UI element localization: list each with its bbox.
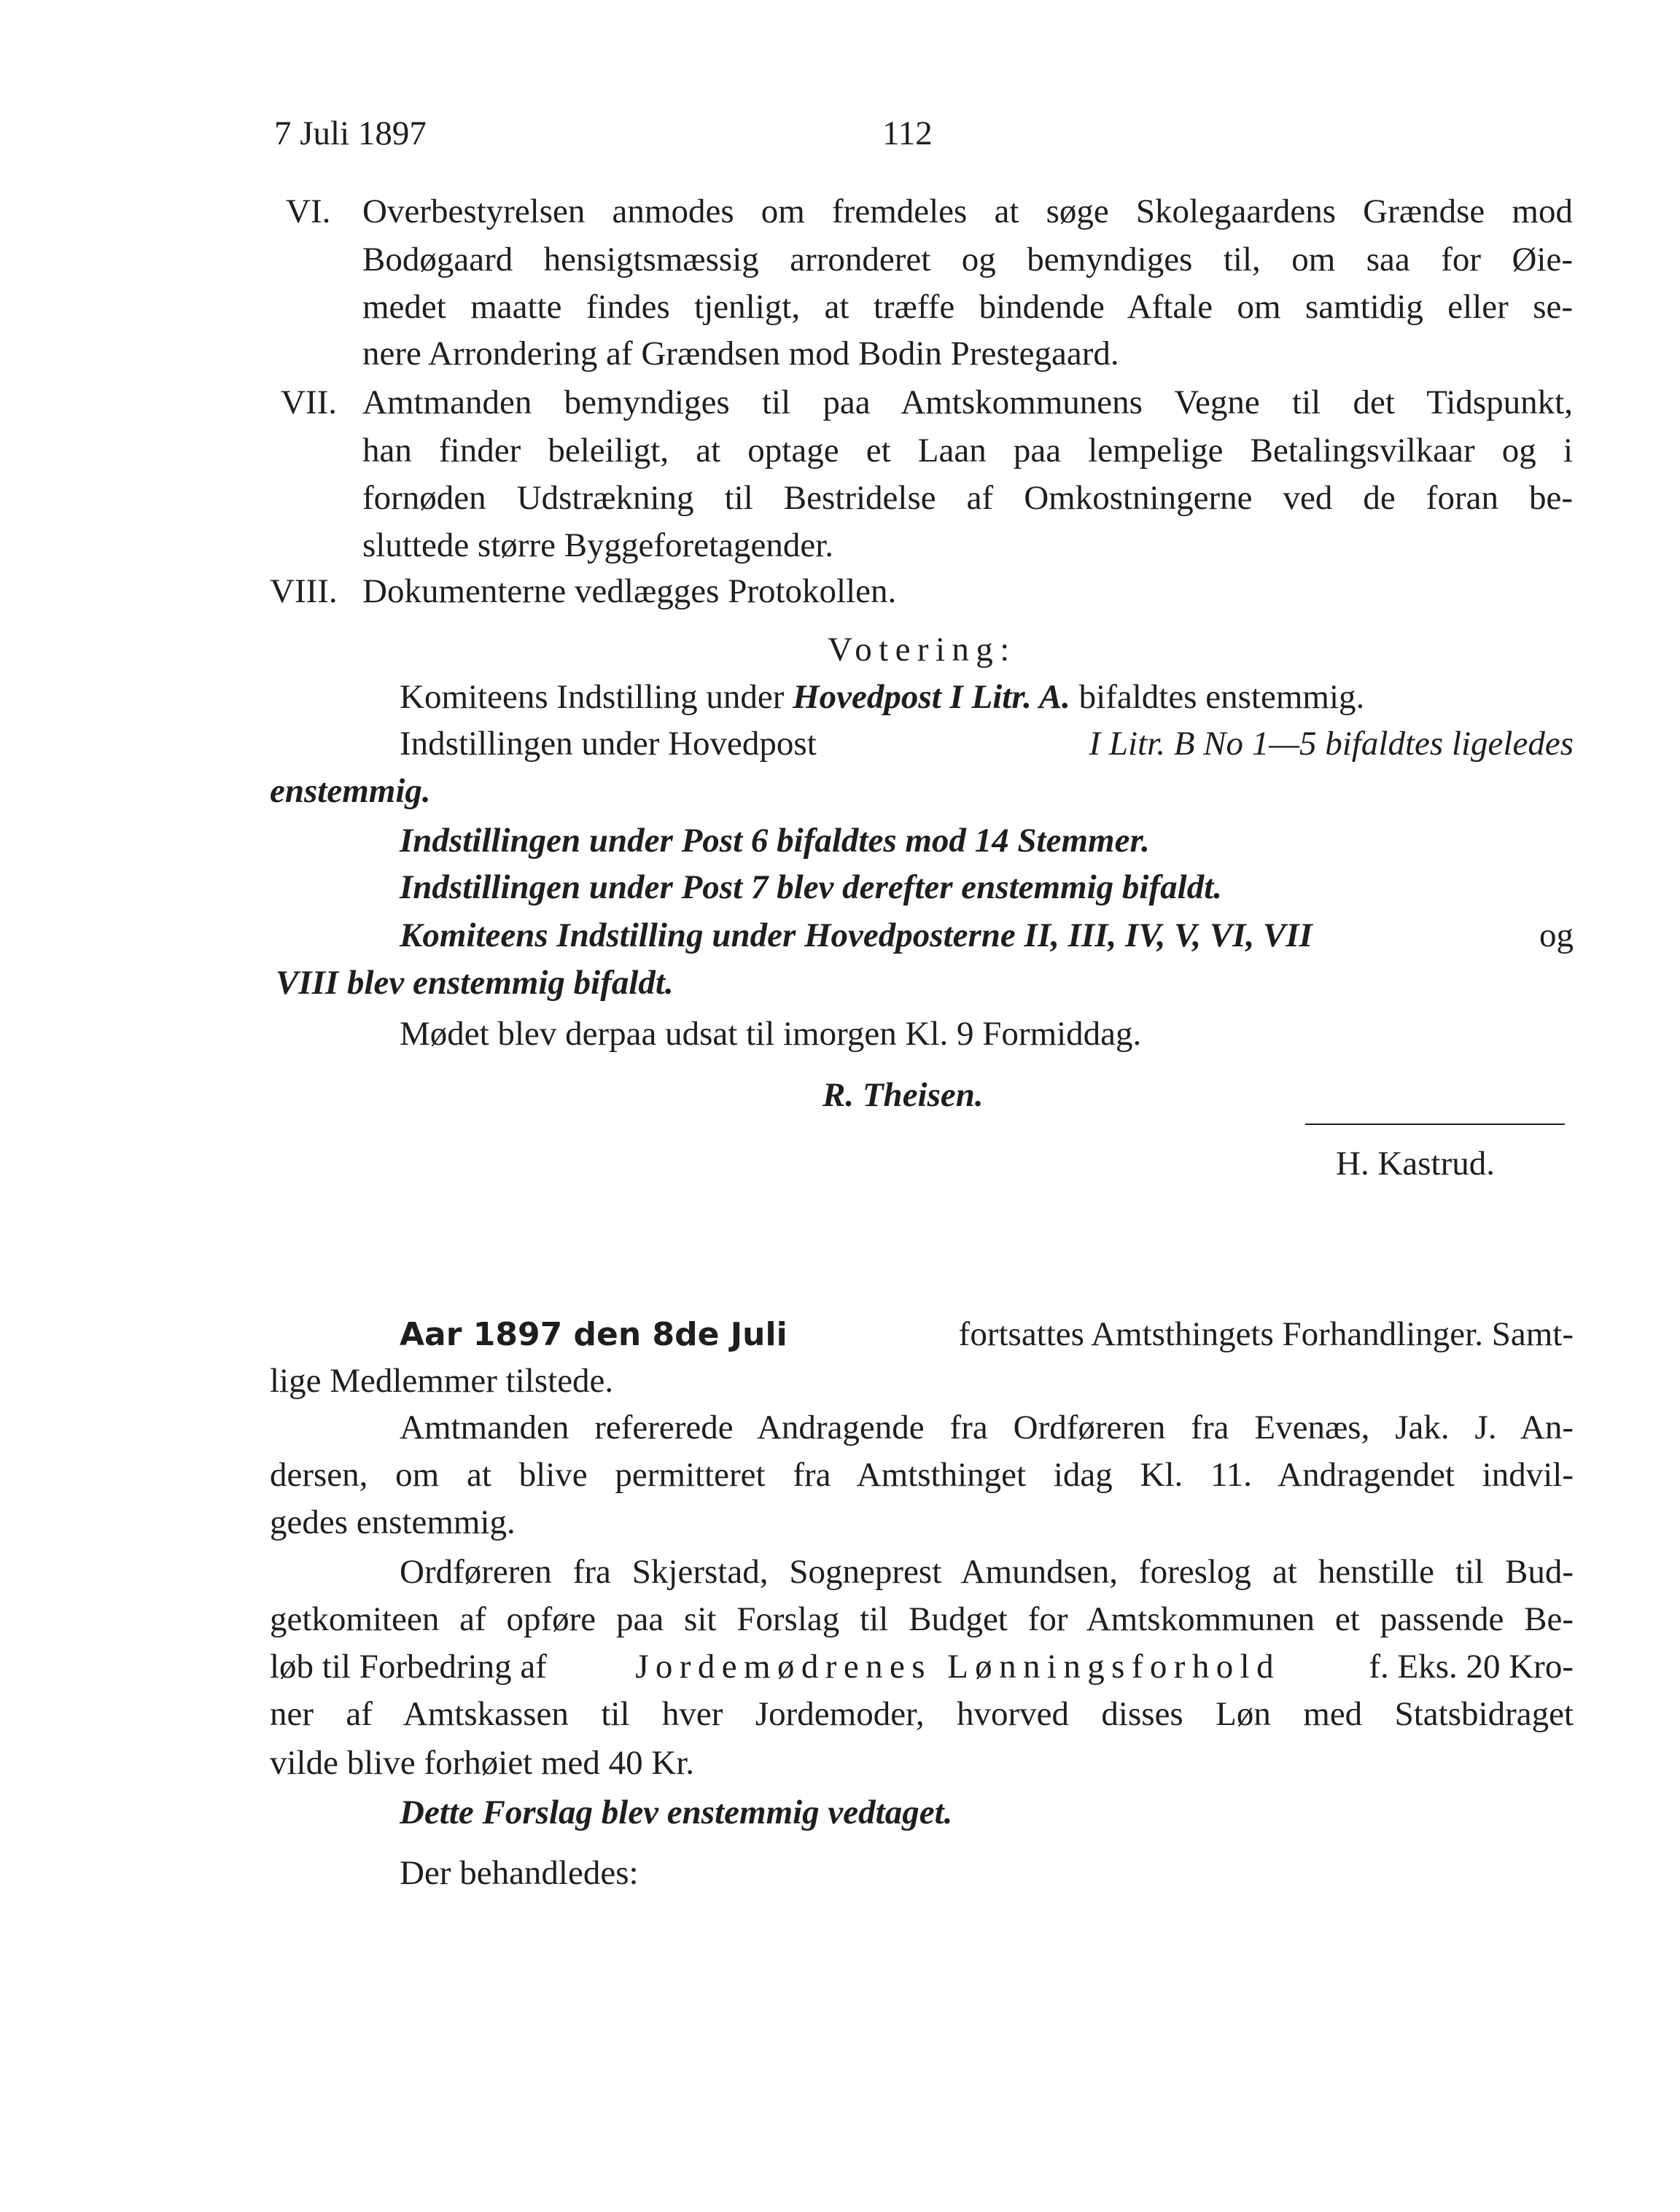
- votering-paragraph-3: Indstillingen under Post 6 bifaldtes mod 14 Stemmer.: [400, 822, 1150, 860]
- votering-text: Komiteens Indstilling under: [400, 678, 793, 716]
- votering-text: og: [1539, 916, 1574, 954]
- section-numeral-vi: VI.: [286, 192, 331, 230]
- resolution-line: Dette Forslag blev enstemmig vedtaget.: [400, 1794, 953, 1831]
- paragraph-line: Ordføreren fra Skjerstad, Sogneprest Amundsen, foreslog at henstille til Bud-: [400, 1553, 1574, 1591]
- paragraph-text: f. Eks. 20 Kro-: [1369, 1648, 1574, 1686]
- paragraph-line: gedes enstemmig.: [270, 1503, 516, 1541]
- votering-text: Indstillingen under Hovedpost: [400, 725, 817, 763]
- section-vii-line: sluttede større Byggeforetagender.: [362, 526, 834, 564]
- section-vii-line: fornøden Udstrækning til Bestridelse af Omkostningerne ved de foran be-: [362, 479, 1573, 517]
- page-number: 112: [882, 114, 933, 152]
- session-intro-text: fortsattes Amtsthingets Forhandlinger. Samt-: [958, 1315, 1574, 1353]
- votering-paragraph-1: [400, 677, 1364, 717]
- votering-emphasis: Komiteens Indstilling under Hovedposterne II, III, IV, V, VI, VII: [400, 916, 1312, 954]
- paragraph-line: getkomiteen af opføre paa sit Forslag til Budget for Amtskommunen et passende Be-: [270, 1600, 1574, 1638]
- section-numeral-vii: VII.: [281, 383, 337, 421]
- section-viii-line: Dokumenterne vedlægges Protokollen.: [362, 572, 897, 610]
- signature-theisen: R. Theisen.: [822, 1076, 984, 1114]
- votering-paragraph-4: Indstillingen under Post 7 blev derefter enstemmig bifaldt.: [400, 868, 1222, 906]
- votering-paragraph-5: [400, 915, 1574, 956]
- votering-heading: Votering:: [828, 631, 1016, 669]
- session-intro: [400, 1314, 1574, 1355]
- section-vii-line: han finder beleiligt, at optage et Laan paa lempelige Betalingsvilkaar og i: [362, 432, 1573, 470]
- spaced-emphasis: Jordemødrenes Lønningsforhold: [635, 1648, 1280, 1686]
- paragraph-line: [270, 1646, 1574, 1687]
- section-vi-line: Overbestyrelsen anmodes om fremdeles at søge Skolegaardens Grændse mod: [362, 192, 1573, 230]
- session-intro-cont: lige Medlemmer tilstede.: [270, 1362, 614, 1400]
- section-vii-line: Amtmanden bemyndiges til paa Amtskommunens Vegne til det Tidspunkt,: [362, 383, 1573, 421]
- paragraph-line: dersen, om at blive permitteret fra Amtsthinget idag Kl. 11. Andragendet indvil-: [270, 1456, 1574, 1494]
- votering-paragraph-2: [400, 723, 1574, 764]
- paragraph-line: Amtmanden refererede Andragende fra Ordføreren fra Evenæs, Jak. J. An-: [400, 1409, 1574, 1446]
- signature-line: [1305, 1123, 1565, 1125]
- votering-paragraph-6: Mødet blev derpaa udsat til imorgen Kl. 9 Formiddag.: [400, 1015, 1142, 1053]
- agenda-line: Der behandledes:: [400, 1854, 639, 1892]
- votering-paragraph-5-cont: VIII blev enstemmig bifaldt.: [276, 964, 674, 1002]
- section-numeral-viii: VIII.: [270, 572, 338, 610]
- section-vi-line: nere Arrondering af Grændsen mod Bodin Prestegaard.: [362, 335, 1119, 373]
- votering-text: bifaldtes enstemmig.: [1070, 678, 1365, 716]
- signature-kastrud: H. Kastrud.: [1336, 1145, 1495, 1183]
- header-date: 7 Juli 1897: [274, 114, 427, 152]
- votering-paragraph-2-cont: enstemmig.: [270, 772, 431, 810]
- votering-emphasis: I Litr. B No 1—5 bifaldtes ligeledes: [1089, 725, 1574, 763]
- session-date-heading: Aar 1897 den 8de Juli: [400, 1316, 788, 1353]
- section-vi-line: Bodøgaard hensigtsmæssig arronderet og bemyndiges til, om saa for Øie-: [362, 241, 1573, 279]
- paragraph-text: løb til Forbedring af: [270, 1648, 547, 1686]
- section-vi-line: medet maatte findes tjenligt, at træffe bindende Aftale om samtidig eller se-: [362, 288, 1573, 326]
- paragraph-line: ner af Amtskassen til hver Jordemoder, hvorved disses Løn med Statsbidraget: [270, 1695, 1574, 1733]
- votering-emphasis: Hovedpost I Litr. A.: [793, 678, 1070, 716]
- paragraph-line: vilde blive forhøiet med 40 Kr.: [270, 1744, 695, 1782]
